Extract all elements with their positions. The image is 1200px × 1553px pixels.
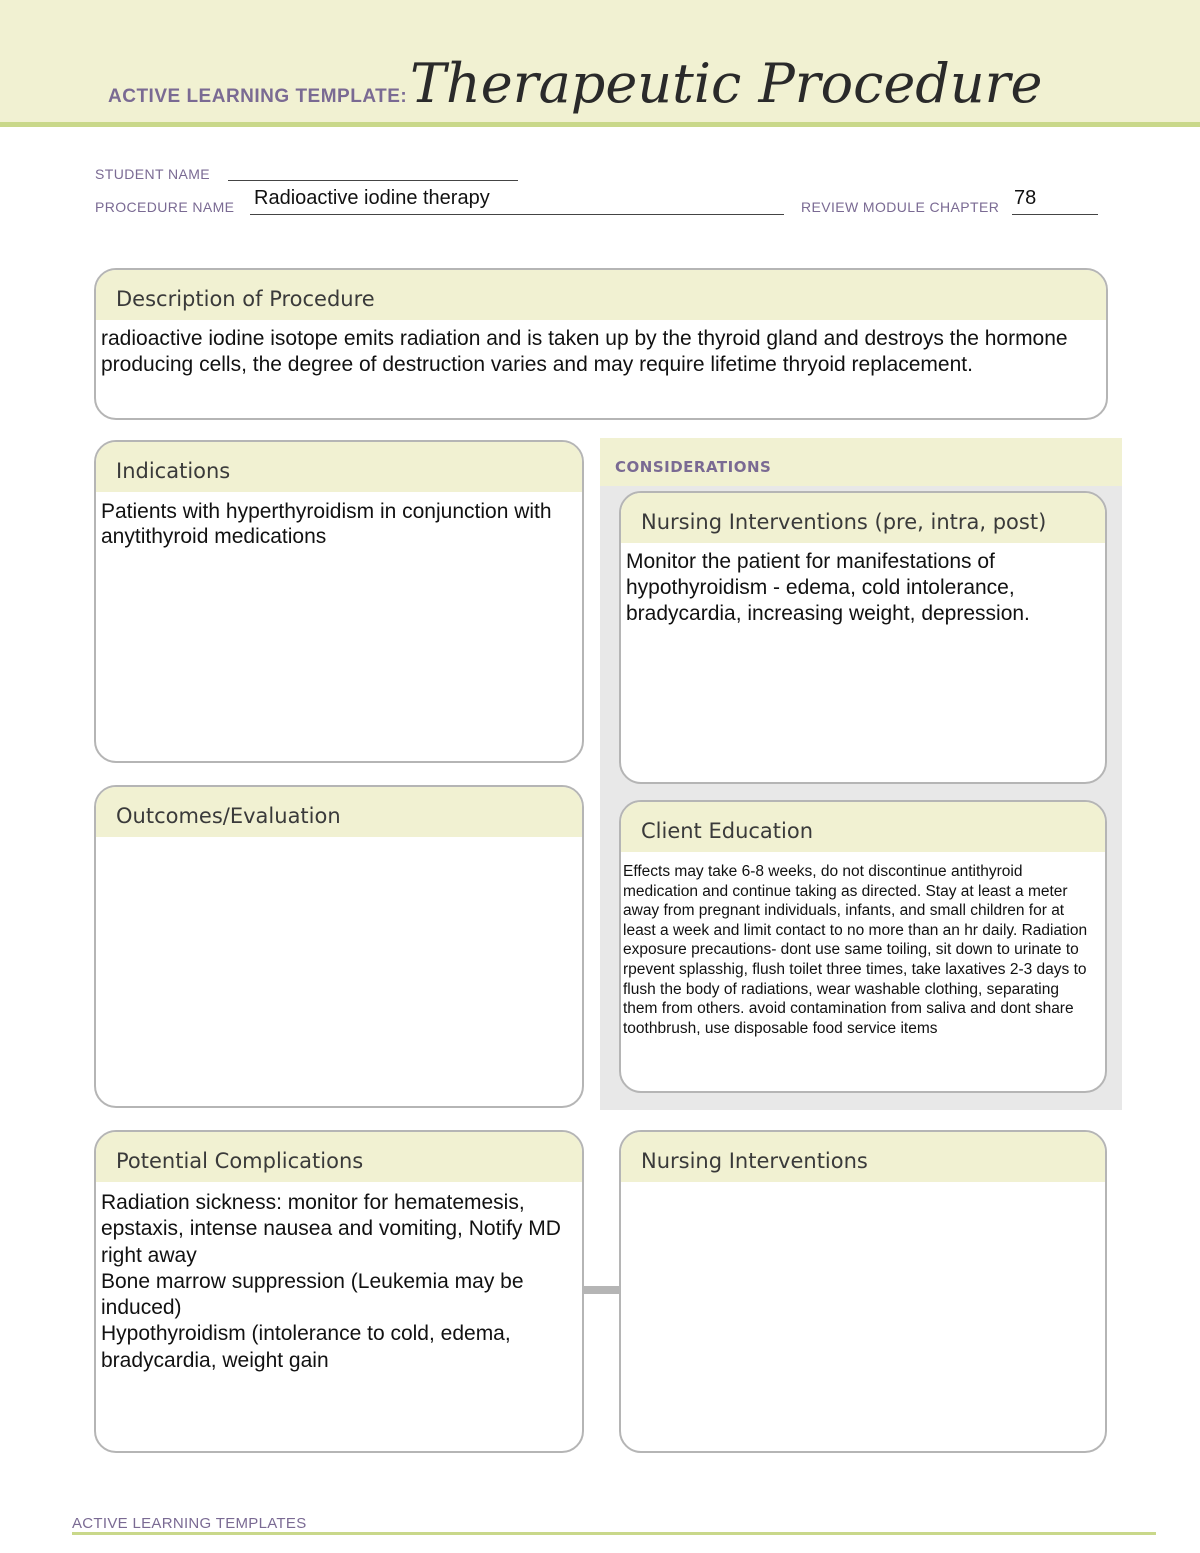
page-title: Therapeutic Procedure <box>410 52 1043 115</box>
description-text[interactable]: radioactive iodine isotope emits radiation and is taken up by the thyroid gland and destroys the hormone producing cells, the degree of destruction varies and may require lifetime thryoid replacement. <box>101 327 1068 376</box>
review-module-label: REVIEW MODULE CHAPTER <box>801 199 1000 215</box>
outcomes-title: Outcomes/Evaluation <box>116 804 341 828</box>
procedure-name-label: PROCEDURE NAME <box>95 199 235 215</box>
nursing-interventions-title: Nursing Interventions (pre, intra, post) <box>641 510 1047 534</box>
description-title: Description of Procedure <box>116 287 375 311</box>
connector-bar <box>583 1286 621 1294</box>
student-name-field[interactable] <box>228 166 518 181</box>
indications-text[interactable]: Patients with hyperthyroidism in conjunction with anytithyroid medications <box>101 500 552 548</box>
header-divider <box>0 122 1200 127</box>
template-label: ACTIVE LEARNING TEMPLATE: <box>108 86 408 107</box>
indications-title: Indications <box>116 459 231 483</box>
nursing-interventions-bottom-title: Nursing Interventions <box>641 1149 868 1173</box>
considerations-label: CONSIDERATIONS <box>615 458 772 476</box>
complications-text[interactable]: Radiation sickness: monitor for hematemesis, epstaxis, intense nausea and vomiting, Notify MD right away Bone marrow suppression (Leukemia may be induced) Hypothyroidism (intolerance to cold, edema, bradycardia, weight gain <box>101 1191 561 1372</box>
complications-box <box>94 1130 584 1453</box>
procedure-name-value: Radioactive iodine therapy <box>254 187 490 209</box>
description-box <box>94 268 1108 420</box>
review-module-field[interactable] <box>1012 187 1098 215</box>
client-education-title: Client Education <box>641 819 814 843</box>
nursing-interventions-text[interactable]: Monitor the patient for manifestations of hypothyroidism - edema, cold intolerance, bradycardia, increasing weight, depression. <box>626 550 1030 625</box>
indications-box <box>94 440 584 763</box>
footer-divider <box>72 1532 1156 1535</box>
client-education-box <box>619 800 1107 1093</box>
nursing-interventions-bottom-box <box>619 1130 1107 1453</box>
procedure-name-field[interactable] <box>250 187 784 215</box>
review-module-value: 78 <box>1014 187 1037 209</box>
nursing-interventions-box <box>619 491 1107 784</box>
complications-title: Potential Complications <box>116 1149 364 1173</box>
client-education-text[interactable]: Effects may take 6-8 weeks, do not discontinue antithyroid medication and continue taking as directed. Stay at least a meter away from pregnant individuals, infants, and small children for at least a week and limit contact to no more than an hr daily. Radiation exposure precautions- dont use same toiling, sit down to urinate to rpevent splasshig, flush toilet three times, take laxatives 2-3 days to flush the body of radiations, wear washable clothing, separating them from others. avoid contamination from saliva and dont share toothbrush, use disposable food service items <box>623 863 1088 1037</box>
footer-label: ACTIVE LEARNING TEMPLATES <box>72 1515 307 1532</box>
outcomes-box <box>94 785 584 1108</box>
student-name-label: STUDENT NAME <box>95 166 210 182</box>
